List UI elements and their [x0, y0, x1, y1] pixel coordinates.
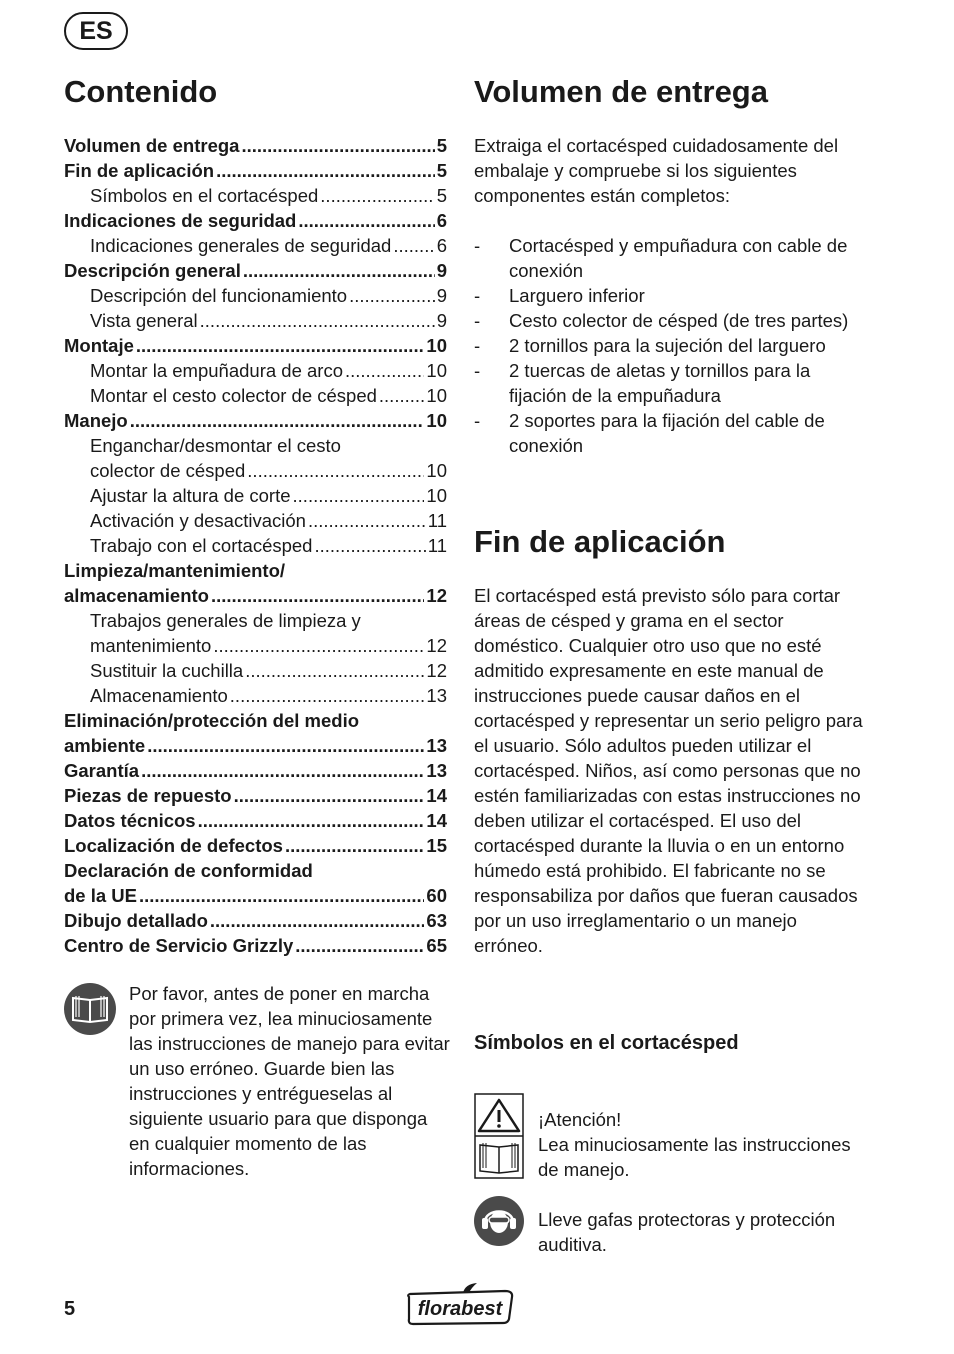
toc-entry[interactable] [64, 183, 447, 208]
toc-entry[interactable] [64, 633, 447, 658]
toc-entry-text: Símbolos en el cortacésped [90, 185, 319, 206]
toc-entry[interactable] [64, 458, 447, 483]
language-badge: ES [64, 12, 128, 50]
toc-entry-page: 14 [426, 785, 447, 806]
table-of-contents [64, 133, 447, 958]
toc-entry-text: Localización de defectos [64, 835, 283, 856]
toc-entry[interactable] [64, 808, 447, 833]
toc-entry[interactable] [64, 783, 447, 808]
list-item: - 2 tuercas de aletas y tornillos para la fijación de la empuñadura [474, 360, 811, 406]
toc-entry-text: Activación y desactivación [90, 510, 306, 531]
symbol1-line2: Lea minuciosamente las instrucciones de manejo. [538, 1134, 851, 1180]
toc-entry-text: Enganchar/desmontar el cesto [90, 435, 341, 456]
list-item: - 2 tornillos para la sujeción del larguero [474, 335, 826, 356]
toc-leader [349, 283, 435, 308]
toc-entry-text: Datos técnicos [64, 810, 196, 831]
toc-leader [139, 883, 424, 908]
toc-entry[interactable] [64, 683, 447, 708]
goggles-ear-protection-icon [474, 1196, 524, 1246]
toc-entry-page: 9 [436, 260, 447, 281]
toc-entry-page: 13 [426, 685, 447, 706]
toc-entry-page: 12 [426, 585, 447, 606]
fin-text: El cortacésped está previsto sólo para cortar áreas de césped y grama en el sector doméstico. Cualquier otro uso que no esté admitido expresamente en este manual de instrucciones puede causar daños en el cortacésped y representar un serio peligro para el usuario. Sólo adultos pueden utilizar el cortacésped. Niños, así como personas que no estén familiarizadas con estas instrucciones no deben utilizar el cortacésped. El uso del cortacésped durante la lluvia o en un entorno húmedo está prohibido. El fabricante no se responsabiliza por daños que fueran causados por un uso irreglamentario o un manejo erróneo. [474, 585, 863, 956]
toc-entry-page: 10 [426, 335, 447, 356]
page-number: 5 [64, 1298, 76, 1320]
toc-entry-text: Almacenamiento [90, 685, 228, 706]
toc-entry-page: 5 [436, 185, 447, 206]
toc-leader [345, 358, 424, 383]
toc-leader [198, 808, 425, 833]
toc-entry-text: Declaración de conformidad [64, 860, 313, 881]
toc-leader [393, 233, 434, 258]
note-text: Por favor, antes de poner en marcha por primera vez, lea minuciosamente las instrucciones de manejo para evitar un uso erróneo. Guarde bien las instrucciones y entrégueselas al siguiente usuario para que disponga en cualquier momento de las informaciones. [129, 983, 450, 1179]
warning-read-manual-icon [474, 1093, 524, 1179]
toc-entry-text: Ajustar la altura de corte [90, 485, 291, 506]
volumen-list [474, 233, 864, 458]
toc-entry[interactable] [64, 658, 447, 683]
volumen-title: Volumen de entrega [474, 74, 768, 109]
list-item-text: Cortacésped y empuñadura con cable de conexión [509, 235, 848, 281]
toc-leader [243, 258, 435, 283]
toc-entry-page: 12 [426, 660, 447, 681]
toc-entry[interactable] [64, 408, 447, 433]
toc-entry-text: Centro de Servicio Grizzly [64, 935, 294, 956]
florabest-logo [405, 1283, 515, 1327]
toc-entry-page: 6 [436, 210, 447, 231]
toc-entry-text: Vista general [90, 310, 198, 331]
toc-leader [234, 783, 425, 808]
simbolos-title: Símbolos en el cortacésped [474, 1032, 739, 1054]
toc-entry-text: Trabajo con el cortacésped [90, 535, 313, 556]
toc-leader [241, 133, 434, 158]
toc-leader [245, 658, 424, 683]
toc-entry[interactable] [64, 283, 447, 308]
toc-entry-page: 65 [426, 935, 447, 956]
toc-entry-page: 11 [427, 510, 447, 531]
toc-entry[interactable] [64, 333, 447, 358]
toc-entry-text: Limpieza/mantenimiento/ [64, 560, 286, 581]
toc-entry-page: 63 [426, 910, 447, 931]
toc-entry-text: Volumen de entrega [64, 135, 240, 156]
toc-leader [210, 908, 425, 933]
toc-entry[interactable] [64, 308, 447, 333]
toc-entry[interactable] [64, 608, 447, 633]
list-item-text: Larguero inferior [509, 285, 645, 306]
toc-entry-text: Indicaciones de seguridad [64, 210, 297, 231]
toc-entry-text: colector de césped [90, 460, 246, 481]
toc-entry-page: 14 [426, 810, 447, 831]
list-item: - Cortacésped y empuñadura con cable de conexión [474, 235, 848, 281]
toc-entry-page: 11 [427, 535, 447, 556]
fin-title: Fin de aplicación [474, 524, 726, 559]
symbol1-line1: ¡Atención! [538, 1109, 622, 1130]
toc-entry[interactable] [64, 533, 447, 558]
toc-entry-text: Descripción general [64, 260, 241, 281]
toc-entry-page: 13 [426, 760, 447, 781]
toc-entry-text: Montar el cesto colector de césped [90, 385, 377, 406]
toc-entry-page: 9 [436, 310, 447, 331]
toc-entry[interactable] [64, 158, 447, 183]
toc-leader [213, 633, 424, 658]
toc-entry-text: almacenamiento [64, 585, 209, 606]
toc-entry-text: ambiente [64, 735, 146, 756]
toc-entry-text: Montar la empuñadura de arco [90, 360, 343, 381]
toc-leader [200, 308, 435, 333]
toc-leader [216, 158, 435, 183]
toc-leader [136, 333, 425, 358]
toc-entry[interactable] [64, 883, 447, 908]
toc-entry-page: 13 [426, 735, 447, 756]
toc-entry-page: 60 [426, 885, 447, 906]
list-item-text: Cesto colector de césped (de tres partes) [509, 310, 849, 331]
toc-entry-page: 10 [426, 485, 447, 506]
toc-entry-text: Fin de aplicación [64, 160, 215, 181]
toc-entry-text: Montaje [64, 335, 134, 356]
toc-entry[interactable] [64, 933, 447, 958]
toc-leader [314, 533, 425, 558]
toc-entry-page: 12 [426, 635, 447, 656]
toc-entry-text: Descripción del funcionamiento [90, 285, 348, 306]
toc-entry-page: 10 [426, 385, 447, 406]
list-item-text: 2 tuercas de aletas y tornillos para la fijación de la empuñadura [509, 360, 811, 406]
toc-entry-page: 5 [436, 135, 447, 156]
toc-leader [130, 408, 425, 433]
toc-entry-text: Indicaciones generales de seguridad [90, 235, 392, 256]
svg-text:florabest: florabest [417, 1298, 503, 1320]
symbol2-text: Lleve gafas protectoras y protección auditiva. [538, 1209, 836, 1255]
toc-entry-page: 10 [426, 460, 447, 481]
toc-entry-text: mantenimiento [90, 635, 212, 656]
toc-entry[interactable] [64, 558, 447, 583]
toc-entry-text: Sustituir la cuchilla [90, 660, 244, 681]
toc-leader [147, 733, 424, 758]
toc-entry[interactable] [64, 508, 447, 533]
toc-entry-page: 10 [426, 360, 447, 381]
toc-entry[interactable] [64, 833, 447, 858]
book-icon [64, 983, 116, 1035]
volumen-intro: Extraiga el cortacésped cuidadosamente del embalaje y compruebe si los siguientes componentes están completos: [474, 135, 839, 206]
toc-leader [295, 933, 424, 958]
toc-leader [320, 183, 434, 208]
toc-leader [211, 583, 424, 608]
toc-leader [379, 383, 425, 408]
toc-entry[interactable] [64, 133, 447, 158]
toc-leader [247, 458, 424, 483]
list-item: - Larguero inferior [474, 285, 645, 306]
toc-entry-text: de la UE [64, 885, 137, 906]
list-item-text: 2 soportes para la fijación del cable de conexión [509, 410, 825, 456]
toc-entry-text: Garantía [64, 760, 140, 781]
symbol1-text [538, 1107, 858, 1182]
toc-entry-page: 15 [426, 835, 447, 856]
toc-entry[interactable] [64, 483, 447, 508]
toc-entry-text: Trabajos generales de limpieza y [90, 610, 361, 631]
toc-title: Contenido [64, 74, 218, 109]
toc-entry-page: 9 [436, 285, 447, 306]
toc-entry[interactable] [64, 258, 447, 283]
list-item: - Cesto colector de césped (de tres partes) [474, 310, 849, 331]
toc-entry-text: Manejo [64, 410, 128, 431]
toc-entry[interactable] [64, 708, 447, 733]
list-item: - 2 soportes para la fijación del cable de conexión [474, 410, 825, 456]
toc-entry[interactable] [64, 233, 447, 258]
toc-entry-text: Dibujo detallado [64, 910, 208, 931]
toc-leader [293, 483, 425, 508]
toc-entry-page: 6 [436, 235, 447, 256]
toc-leader [308, 508, 426, 533]
toc-entry-text: Piezas de repuesto [64, 785, 232, 806]
toc-entry[interactable] [64, 908, 447, 933]
toc-entry[interactable] [64, 383, 447, 408]
toc-entry[interactable] [64, 433, 447, 458]
toc-entry[interactable] [64, 208, 447, 233]
toc-entry-page: 5 [436, 160, 447, 181]
toc-entry[interactable] [64, 583, 447, 608]
toc-leader [298, 208, 434, 233]
toc-leader [230, 683, 425, 708]
toc-entry-page: 10 [426, 410, 447, 431]
toc-entry[interactable] [64, 758, 447, 783]
toc-entry-text: Eliminación/protección del medio [64, 710, 360, 731]
toc-leader [141, 758, 424, 783]
toc-entry[interactable] [64, 733, 447, 758]
toc-entry[interactable] [64, 358, 447, 383]
list-item-text: 2 tornillos para la sujeción del larguero [509, 335, 826, 356]
toc-leader [285, 833, 424, 858]
toc-entry[interactable] [64, 858, 447, 883]
